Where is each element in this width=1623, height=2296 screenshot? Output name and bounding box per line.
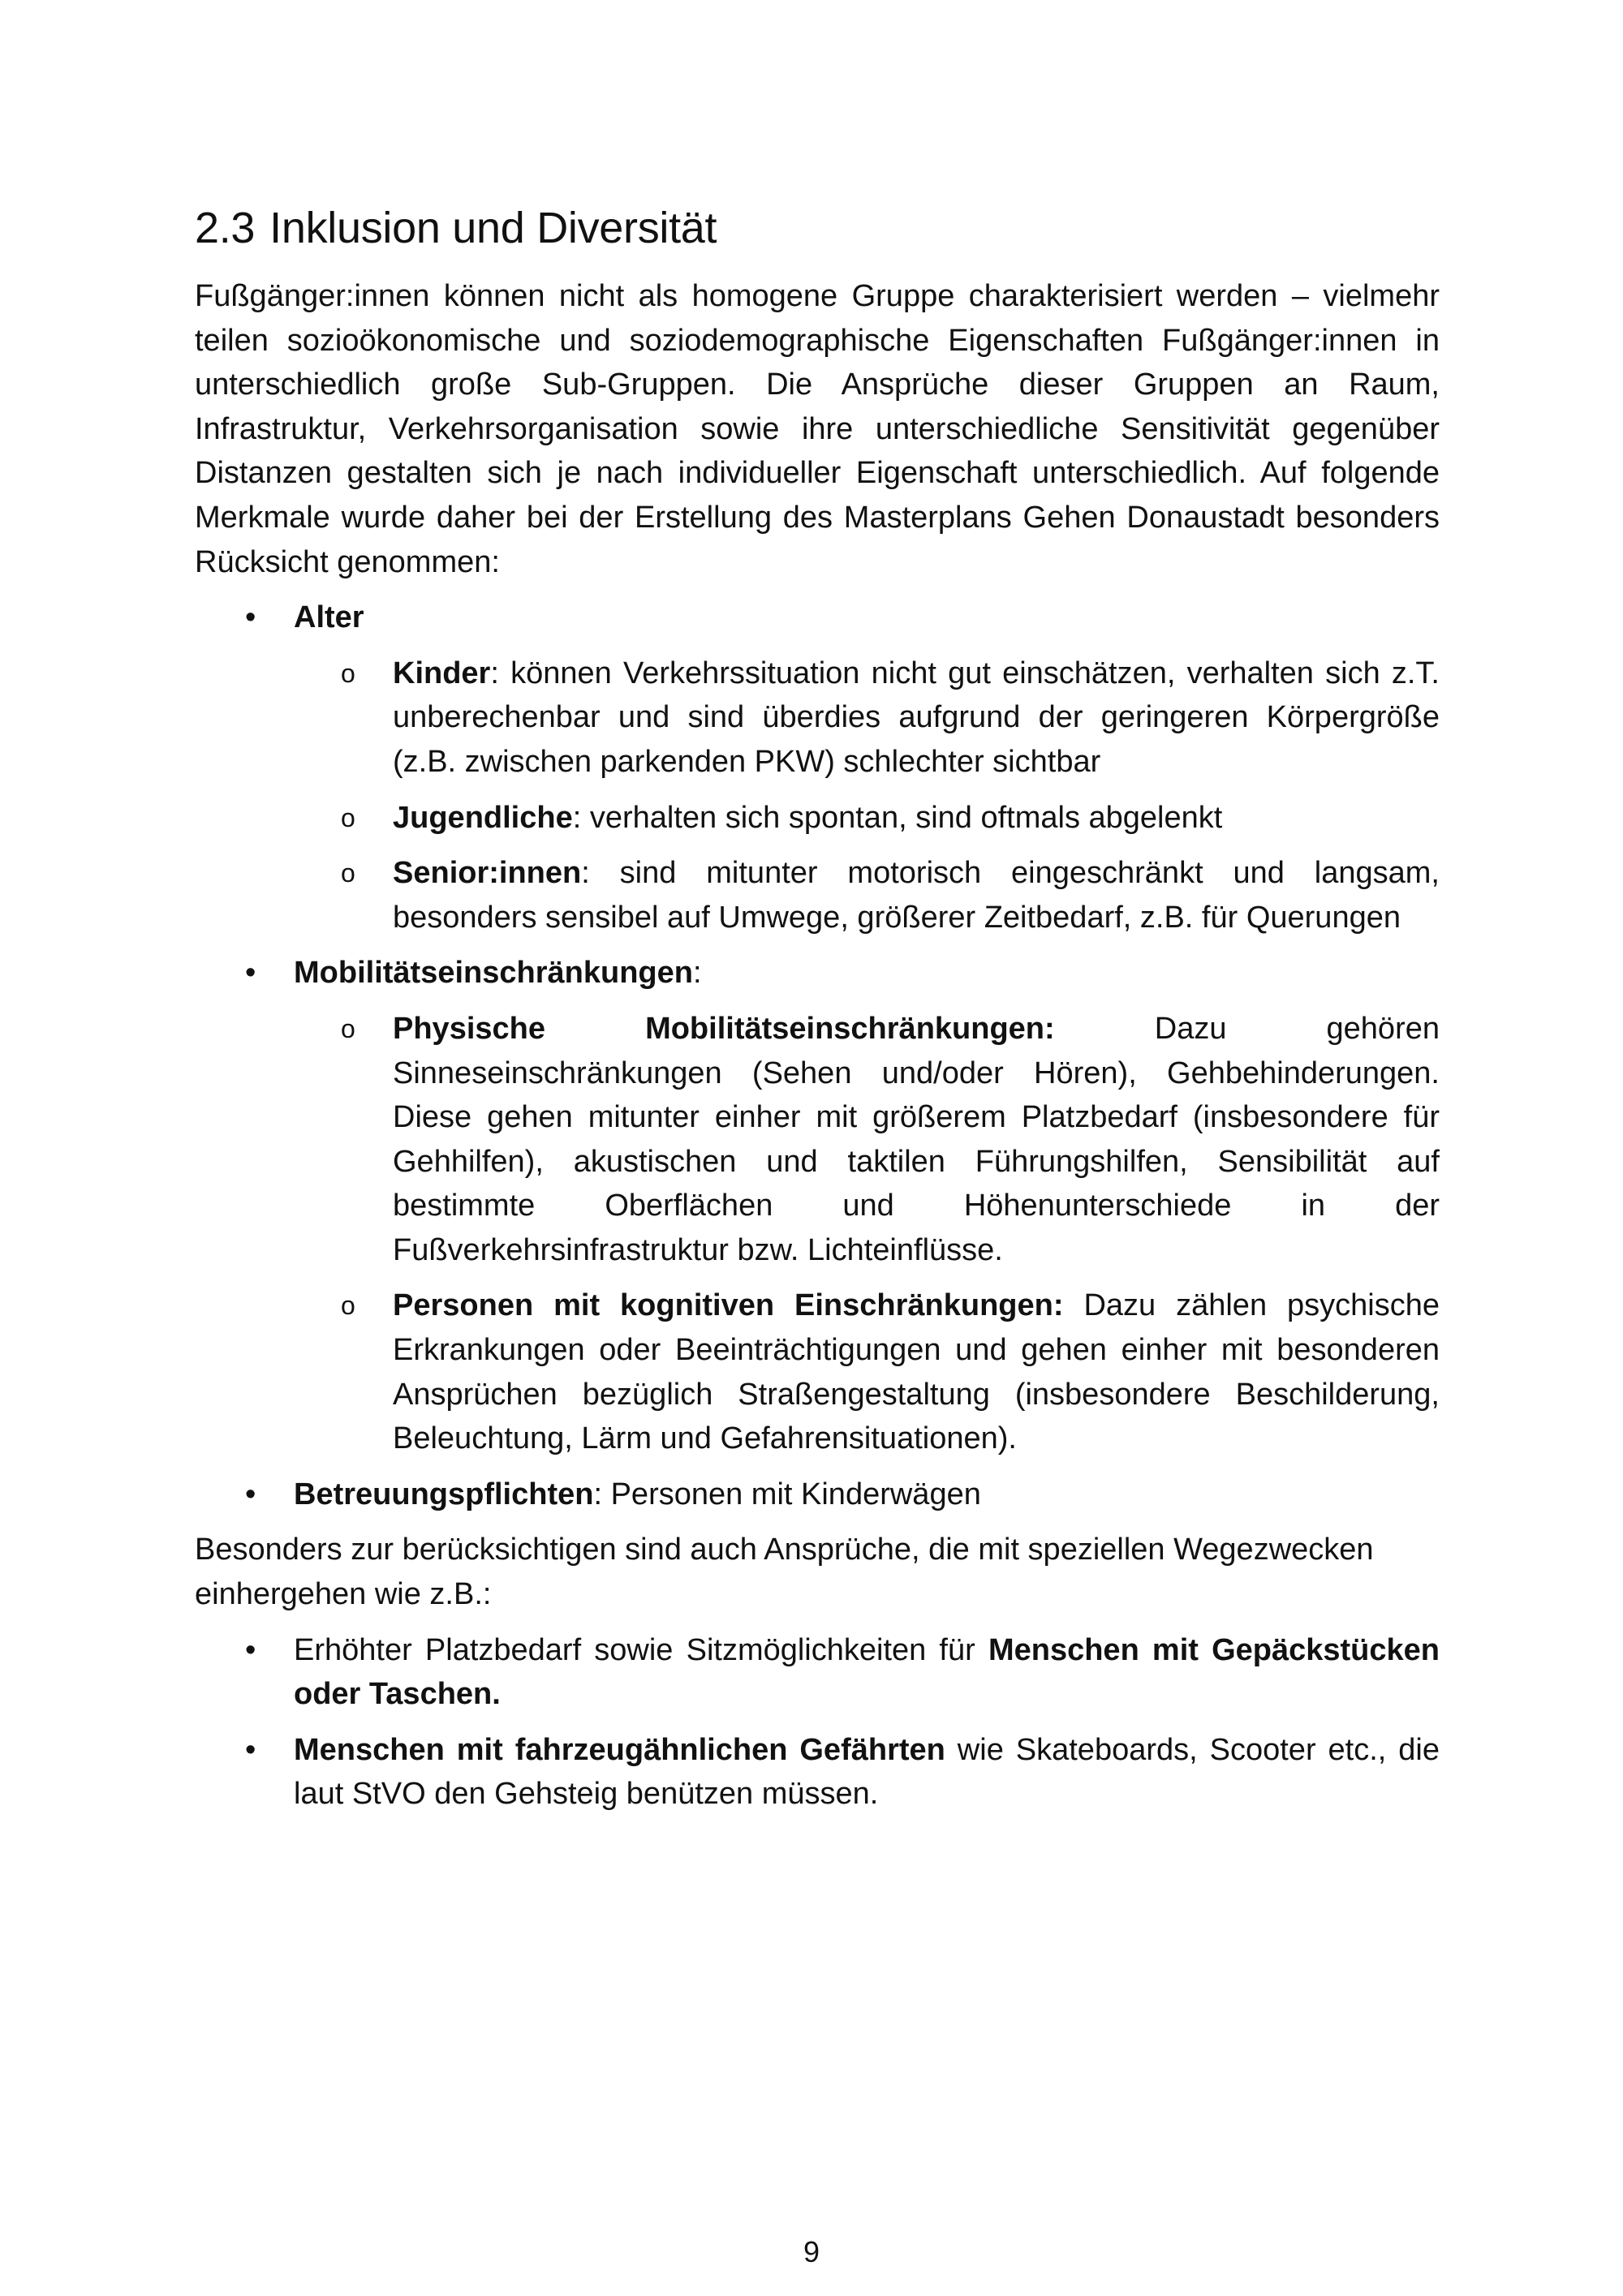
list-item-text: Erhöhter Platzbedarf sowie Sitzmöglichkeiten für [294, 1632, 988, 1667]
list-item-term: Menschen mit Gepäckstücken oder Taschen. [294, 1632, 1440, 1712]
sub-item-term: Personen mit kognitiven Einschränkungen: [393, 1288, 1064, 1323]
section-title: Inklusion und Diversität [269, 204, 717, 252]
section-number: 2.3 [195, 204, 256, 252]
sub-item-kinder [294, 651, 1440, 785]
list-item-alter [195, 595, 1440, 939]
sub-list-alter [294, 651, 1440, 940]
list-item-text: : Personen mit Kinderwägen [593, 1477, 981, 1511]
list-item-term: Betreuungspflichten [294, 1477, 594, 1511]
circle-bullet-icon: o [341, 802, 355, 832]
sub-item-physisch [294, 1007, 1440, 1273]
list-item-text: wie Skateboards, Scooter etc., die laut StVO den Gehsteig benützen müssen. [294, 1732, 1440, 1812]
list-item-fahrzeug [195, 1728, 1440, 1817]
bullet-icon: • [245, 1732, 256, 1767]
special-list [195, 1628, 1440, 1817]
list-item-term: Mobilitätseinschränkungen [294, 956, 693, 991]
circle-bullet-icon: o [341, 1291, 355, 1321]
section-heading [195, 200, 717, 256]
page-number: 9 [803, 2235, 820, 2268]
bullet-icon: • [245, 600, 256, 635]
sub-item-term: Senior:innen [393, 856, 582, 891]
sub-item-term: Physische Mobilitätseinschränkungen: [393, 1011, 1055, 1046]
sub-item-jugendliche [294, 796, 1440, 841]
list-item-mobilitaet [195, 951, 1440, 1461]
circle-bullet-icon: o [341, 658, 355, 688]
bullet-icon: • [245, 956, 256, 991]
sub-item-term: Jugendliche [393, 800, 573, 835]
sub-item-text: Dazu gehören Sinneseinschränkungen (Sehen und/oder Hören), Gehbehinderungen. Diese gehen mitunter einher mit größerem Platzbedarf (insbesondere für Gehhilfen), akustischen und taktilen Führungshilfen, Sensibilität auf bestimmte Oberflächen und Höhenunterschiede in der Fußverkehrsinfrastruktur bzw. Lichteinflüsse. [393, 1011, 1440, 1267]
bullet-icon: • [245, 1477, 256, 1511]
sub-item-text: : sind mitunter motorisch eingeschränkt und langsam, besonders sensibel auf Umwege, größerer Zeitbedarf, z.B. für Querungen [393, 856, 1440, 935]
list-item-term: Alter [294, 600, 364, 635]
special-intro-paragraph: Besonders zur berücksichtigen sind auch Ansprüche, die mit speziellen Wegezwecken einhergehen wie z.B.: [195, 1533, 1374, 1612]
list-item-text: : [692, 956, 702, 991]
list-item-betreuung [195, 1473, 1440, 1517]
list-item-term: Menschen mit fahrzeugähnlichen Gefährten [294, 1732, 945, 1767]
list-item-gepaeck [195, 1628, 1440, 1717]
sub-item-text: Dazu zählen psychische Erkrankungen oder Beeinträchtigungen und gehen einher mit besonderen Ansprüchen bezüglich Straßengestaltung (insbesondere Beschilderung, Beleuchtung, Lärm und Gefahrensituationen). [393, 1288, 1440, 1456]
circle-bullet-icon: o [341, 858, 355, 888]
sub-item-text: : können Verkehrssituation nicht gut einschätzen, verhalten sich z.T. unberechenbar und sind überdies aufgrund der geringeren Körpergröße (z.B. zwischen parkenden PKW) schlechter sichtbar [393, 656, 1440, 779]
sub-item-term: Kinder [393, 656, 491, 690]
circle-bullet-icon: o [341, 1013, 355, 1043]
intro-paragraph: Fußgänger:innen können nicht als homogene Gruppe charakterisiert werden – vielmehr teilen sozioökonomische und soziodemographische Eigenschaften Fußgänger:innen in unterschiedlich große Sub-Gruppen. Die Ansprüche dieser Gruppen an Raum, Infrastruktur, Verkehrsorganisation sowie ihre unterschiedliche Sensitivität gegenüber Distanzen gestalten sich je nach individueller Eigenschaft unterschiedlich. Auf folgende Merkmale wurde daher bei der Erstellung des Masterplans Gehen Donaustadt besonders Rücksicht genommen: [195, 279, 1440, 579]
sub-item-senioren [294, 851, 1440, 939]
sub-list-mobilitaet [294, 1007, 1440, 1461]
bullet-icon: • [245, 1632, 256, 1667]
feature-list [195, 595, 1440, 1516]
sub-item-text: : verhalten sich spontan, sind oftmals abgelenkt [572, 800, 1223, 835]
document-page [195, 0, 1440, 2296]
sub-item-kognitiv [294, 1283, 1440, 1460]
section-body [195, 274, 1440, 1817]
